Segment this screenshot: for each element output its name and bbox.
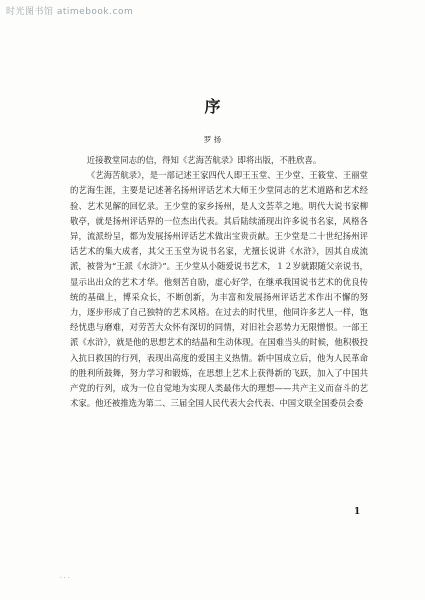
page-title: 序 xyxy=(204,97,221,116)
author-byline: 罗 扬 xyxy=(203,135,222,144)
paragraph-2: 《艺海苦航录》，是一部记述王家四代人即王玉堂、王少堂、王筱堂、王丽堂的艺海生涯，主要是记述著名扬州评话艺术大师王少堂同志的艺术道路和艺术经验、艺术见解的回忆录。王少堂的家乡扬州，是人文荟萃之地。明代大说书家柳敬亭，就是扬州评话界的一位杰出代表。其后陆续涌现出许多说书名家，风格各异，流派纷呈，都为发展扬州评话艺术做出宝贵贡献。王少堂是二十世纪扬州评话艺术的集大成者，其父王玉堂为说书名家，尤擅长说讲《水浒》，因其自成流派，被誉为“王派《水浒》”。王少堂从小随爱说书艺术，１２岁就跟随父亲说书，显示出出众的艺术才华。他刻苦自励，虚心好学，在继承我国说书艺术的优良传统的基础上，博采众长，不断创新，为丰富和发展扬州评话艺术作出不懈的努力，逐步形成了自己独特的艺术风格。在过去的时代里，他同许多艺人一样，饱经忧患与磨难，对劳苦大众怀有深切的同情，对旧社会恶势力无限憎恨。一部王派《水浒》，就是他的思想艺术的结晶和生动体现。在国难当头的时候，他积极投入抗日救国的行列，表现出高度的爱国主义热情。新中国成立后，他为人民革命的胜利所鼓舞，努力学习和锻炼，在思想上艺术上获得新的飞跃，加入了中国共产党的行列，成为一位自觉地为实现人类最伟大的理想——共产主义而奋斗的艺术家。他还被推选为第二、三届全国人民代表大会代表、中国文联全国委员会委 xyxy=(70,170,368,409)
footer-mark: · · · xyxy=(60,575,70,582)
paragraph-1: 近接教堂同志的信，得知《艺海苦航录》即将出版，不胜欣喜。 xyxy=(86,155,322,165)
site-watermark: 时光图书馆 atimebook.com xyxy=(6,7,134,17)
body-text xyxy=(70,153,368,411)
page-number: 1 xyxy=(354,507,361,517)
